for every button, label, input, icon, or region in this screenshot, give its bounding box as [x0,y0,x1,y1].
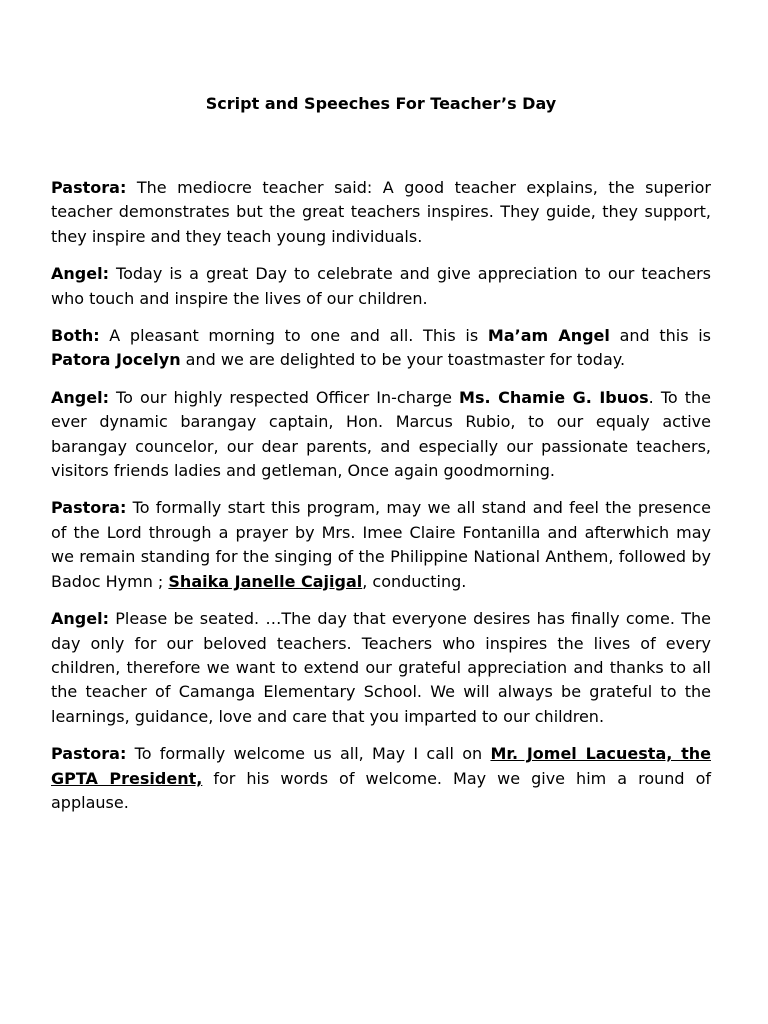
paragraph-text: Today is a great Day to celebrate and give appreciation to our teachers who touch and inspire the lives of our children. [51,264,711,308]
paragraph-text: To our highly respected Officer In-charge [108,387,460,407]
dialogue-paragraph [51,742,711,815]
speaker-label: Angel: [51,264,109,284]
dialogue-paragraph [51,386,711,484]
paragraph-text: To formally welcome us all, May I call on [126,744,491,764]
emphasized-name: Ms. Chamie G. Ibuos [459,387,649,407]
dialogue-paragraph [51,607,711,729]
speaker-label: Angel: [51,387,109,407]
paragraph-text: To formally start this program, may we all stand and feel the presence of the Lord through a prayer by Mrs. Imee Claire Fontanilla and afterwhich may we remain standing for the singing of the Philippine National Anthem, followed by Badoc Hymn ; [51,498,711,591]
emphasized-name: Mr. Jomel Lacuesta, the GPTA President, [51,744,711,788]
dialogue-paragraph [51,176,711,249]
document-page [51,92,711,828]
paragraph-text: The mediocre teacher said: A good teacher explains, the superior teacher demonstrates but the great teachers inspires. They guide, they support, they inspire and they teach young individuals. [51,178,711,246]
paragraph-text: and this is [609,326,711,346]
paragraph-text: A pleasant morning to one and all. This is [99,326,488,346]
dialogue-paragraph [51,496,711,594]
emphasized-name: Ma’am Angel [487,326,610,346]
paragraph-text: . To the ever dynamic barangay captain, Hon. Marcus Rubio, to our equaly active barangay councelor, our dear parents, and especially our passionate teachers, visitors friends ladies and getleman, Once again goodmorning. [51,387,711,481]
document-title: Script and Speeches For Teacher’s Day [205,94,557,113]
dialogue-paragraph [51,324,711,373]
speaker-label: Pastora: [51,178,127,197]
paragraph-text: Please be seated. …The day that everyone desires has finally come. The day only for our beloved teachers. Teachers who inspires the lives of every children, therefore we want to extend our grateful appreciation and thanks to all the teacher of Camanga Elementary School. We will always be grateful to the learnings, guidance, love and care that you imparted to our children. [51,609,711,726]
paragraph-text: , conducting. [362,571,467,591]
emphasized-name: Shaika Janelle Cajigal [168,571,363,591]
paragraph-text: for his words of welcome. May we give him a round of applause. [51,768,711,812]
speaker-label: Angel: [51,609,109,629]
dialogue-paragraph [51,262,711,311]
speaker-label: Both: [51,326,100,346]
document-body [51,176,711,815]
emphasized-name: Patora Jocelyn [51,350,181,370]
speaker-label: Pastora: [51,498,127,518]
speaker-label: Pastora: [51,744,127,764]
paragraph-text: and we are delighted to be your toastmaster for today. [180,350,626,370]
